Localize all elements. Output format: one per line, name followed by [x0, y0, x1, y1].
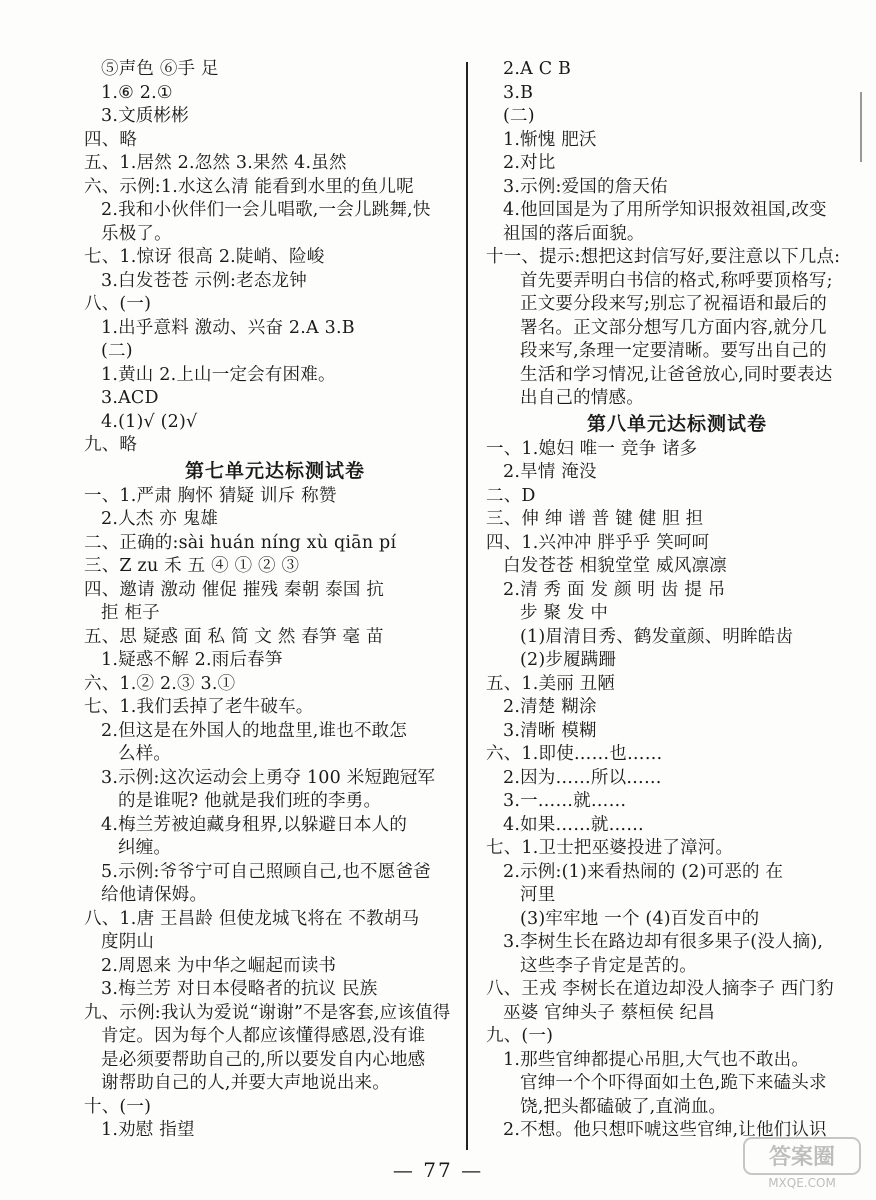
answer-line: 4.他回国是为了用所学知识报效祖国,改变	[503, 200, 827, 220]
answer-line: 八、(一)	[84, 294, 152, 314]
answer-line: 九、略	[84, 435, 138, 455]
answer-line: 1.⑥ 2.①	[101, 82, 173, 103]
answer-line: 4.(1)√ (2)√	[101, 411, 198, 432]
right-answer-column	[486, 58, 868, 1143]
answer-line: 四、邀请 激动 催促 摧残 秦朝 泰国 抗	[84, 579, 385, 600]
answer-line: 纠缠。	[118, 838, 172, 858]
answer-line: (3)牢牢地 一个 (4)百发百中的	[520, 908, 760, 929]
answer-line: 1.那些官绅都提心吊胆,大气也不敢出。	[503, 1049, 810, 1070]
answer-line: 四、略	[84, 129, 138, 150]
answer-line: 乐极了。	[101, 223, 172, 244]
answer-line: 1.惭愧 肥沃	[503, 129, 597, 150]
answer-line: 三、伸 绅 谱 普 键 健 胆 担	[486, 509, 704, 529]
answer-line: 四、1.兴冲冲 胖乎乎 笑呵呵	[486, 532, 710, 553]
answer-line: 肯定。因为每个人都应该懂得感恩,没有谁	[101, 1026, 426, 1046]
section-title: 第八单元达标测试卷	[586, 412, 767, 435]
answer-line: 这些李子肯定是苦的。	[520, 955, 697, 976]
answer-line: 首先要弄明白书信的格式,称呼要顶格写;	[520, 270, 833, 291]
answer-line: 4.梅兰芳被迫藏身租界,以躲避日本人的	[101, 814, 408, 835]
answer-line: 六、1.② 2.③ 3.①	[84, 673, 236, 694]
answer-line: 3.清晰 模糊	[503, 720, 597, 741]
section-title: 第七单元达标测试卷	[184, 459, 365, 482]
answer-line: 2.清 秀 面 发 颜 明 齿 提 吊	[503, 579, 726, 600]
answer-line: 河里	[520, 885, 556, 905]
answer-line: 饶,把头都磕破了,直淌血。	[520, 1096, 727, 1117]
answer-line: 七、1.我们丢掉了老牛破车。	[84, 697, 314, 717]
answer-line: 拒 柜子	[101, 603, 160, 623]
answer-line: 2.但这是在外国人的地盘里,谁也不敢怎	[101, 720, 408, 741]
answer-line: ⑤声色 ⑥手 足	[101, 59, 219, 79]
answer-line: 3.白发苍苍 示例:老态龙钟	[101, 270, 307, 291]
answer-line: 5.示例:爷爷宁可自己照顾自己,也不愿爸爸	[101, 861, 431, 882]
answer-line: 十一、提示:想把这封信写好,要注意以下几点:	[486, 247, 841, 267]
answer-line: 五、1.居然 2.忽然 3.果然 4.虽然	[84, 153, 347, 173]
answer-line: 3.示例:爱国的詹天佑	[503, 176, 668, 197]
answer-line: 巫婆 官绅头子 蔡桓侯 纪昌	[503, 1002, 715, 1023]
answer-line: 1.出乎意料 激动、兴奋 2.A 3.B	[101, 317, 355, 338]
answer-line: 二、正确的:sài huán níng xù qiān pí	[84, 532, 397, 553]
answer-line: 给他请保姆。	[101, 885, 208, 905]
answer-line: 3.文质彬彬	[101, 106, 189, 126]
answer-line: 3.李树生长在路边却有很多果子(没人摘),	[503, 932, 824, 952]
answer-line: 五、思 疑惑 面 私 简 文 然 春笋 毫 苗	[84, 626, 384, 647]
answer-line: 八、王戎 李树长在道边却没人摘李子 西门豹	[486, 979, 834, 999]
answer-line: 七、1.卫士把巫婆投进了漳河。	[486, 838, 734, 858]
answer-line: 2.示例:(1)来看热闹的 (2)可恶的 在	[503, 861, 784, 882]
left-answer-column	[84, 58, 466, 1143]
answer-line: (2)步履蹒跚	[520, 650, 617, 670]
answer-line: 2.旱情 淹没	[503, 462, 597, 482]
page-number: — 77 —	[392, 1158, 484, 1182]
answer-line: 十、(一)	[84, 1096, 152, 1117]
answer-line: (二)	[503, 106, 535, 126]
answer-line: 八、1.唐 王昌龄 但使龙城飞将在 不教胡马	[84, 908, 420, 929]
answer-line: 是必须要帮助自己的,所以要发自内心地感	[101, 1049, 426, 1070]
answer-line: 2.A C B	[503, 59, 572, 79]
answer-line: 署名。正文部分想写几方面内容,就分几	[520, 317, 827, 338]
answer-line: 步 聚 发 中	[520, 603, 609, 623]
answer-line: 1.劝慰 指望	[101, 1120, 195, 1140]
answer-line: 二、D	[486, 485, 536, 506]
answer-line: 3.示例:这次运动会上勇夺 100 米短跑冠军	[101, 767, 436, 788]
answer-line: 谢帮助自己的人,并要大声地说出来。	[101, 1073, 390, 1093]
answer-line: 2.对比	[503, 153, 556, 173]
answer-line: (1)眉清目秀、鹤发童颜、明眸皓齿	[520, 626, 794, 647]
answer-line: 3.梅兰芳 对日本侵略者的抗议 民族	[101, 979, 378, 999]
answer-line: 六、示例:1.水这么清 能看到水里的鱼儿呢	[84, 176, 414, 197]
answer-line: 段来写,条理一定要清晰。要写出自己的	[520, 341, 827, 361]
answer-line: 度阴山	[101, 932, 155, 952]
column-divider	[466, 62, 468, 1150]
answer-line: 白发苍苍 相貌堂堂 威风凛凛	[503, 556, 727, 576]
answer-line: 九、(一)	[486, 1026, 554, 1046]
answer-line: 1.疑惑不解 2.雨后春笋	[101, 650, 283, 670]
answer-line: 祖国的落后面貌。	[503, 223, 645, 244]
page-edge-mark	[860, 92, 868, 162]
answer-line: (二)	[101, 341, 133, 361]
answer-circle-logo-icon	[742, 1134, 862, 1190]
answer-line: 三、Z zu 禾 五 ④ ① ② ③	[84, 556, 300, 576]
answer-line: 出自己的情感。	[520, 388, 644, 408]
answer-line: 3.一……就……	[503, 791, 627, 811]
answer-line: 1.黄山 2.上山一定会有困难。	[101, 364, 336, 385]
answer-line: 么样。	[118, 744, 172, 764]
answer-line: 九、示例:我认为爱说“谢谢”不是客套,应该值得	[84, 1002, 451, 1023]
answer-line: 六、1.即使……也……	[486, 744, 663, 764]
answer-line: 正文要分段来写;别忘了祝福语和最后的	[520, 294, 827, 314]
answer-line: 一、1.严肃 胸怀 猜疑 训斥 称赞	[84, 485, 337, 506]
answer-line: 官绅一个个吓得面如土色,跪下来磕头求	[520, 1073, 827, 1093]
watermark-text: 答案圈	[768, 1145, 836, 1170]
answer-line: 五、1.美丽 丑陋	[486, 673, 616, 694]
answer-line: 的是谁呢? 他就是我们班的李勇。	[118, 791, 382, 811]
answer-line: 3.ACD	[101, 388, 159, 408]
watermark-url: MXQE.COM	[768, 1176, 836, 1190]
answer-line: 七、1.惊讶 很高 2.陡峭、险峻	[84, 247, 325, 267]
answer-line: 2.人杰 亦 鬼雄	[101, 509, 219, 529]
answer-line: 一、1.媳妇 唯一 竞争 诸多	[486, 438, 698, 459]
answer-line: 2.清楚 糊涂	[503, 697, 597, 717]
answer-line: 2.我和小伙伴们一会儿唱歌,一会儿跳舞,快	[101, 200, 431, 220]
answer-line: 2.不想。他只想吓唬这些官绅,让他们认识	[503, 1120, 827, 1140]
answer-line: 2.周恩来 为中华之崛起而读书	[101, 955, 337, 976]
answer-line: 3.B	[503, 82, 534, 103]
answer-line: 生活和学习情况,让爸爸放心,同时要表达	[520, 364, 833, 385]
answer-line: 4.如果……就……	[503, 814, 644, 835]
answer-line: 2.因为……所以……	[503, 767, 662, 788]
